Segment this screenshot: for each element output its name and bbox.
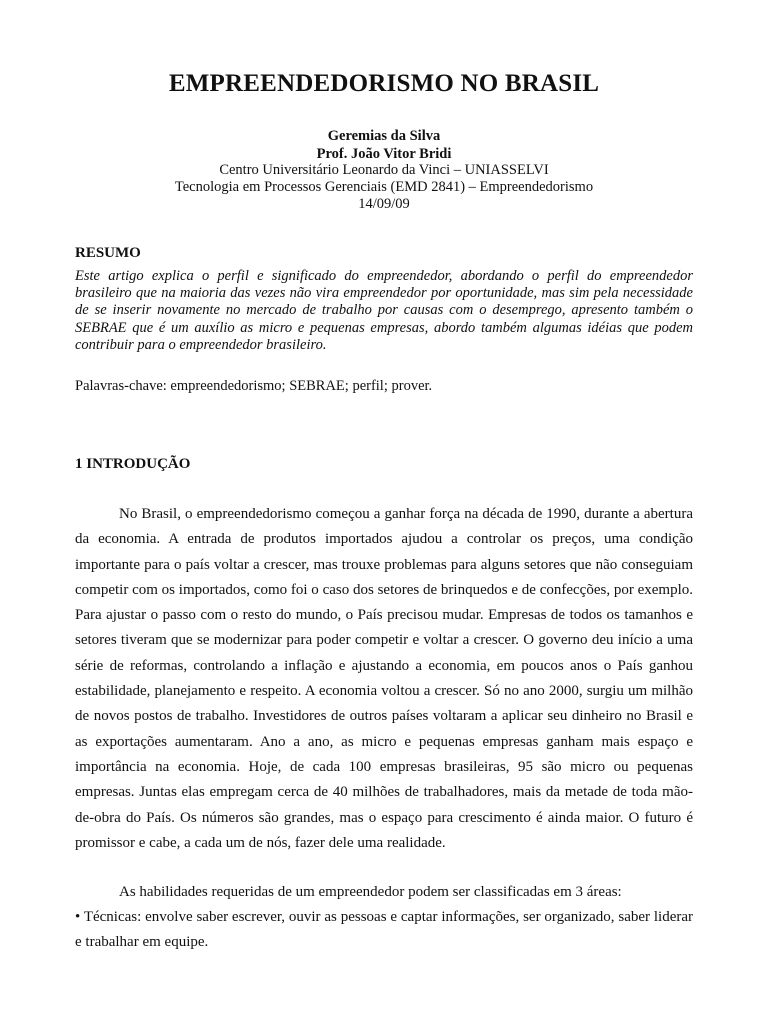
introduction-heading: 1 INTRODUÇÃO — [75, 456, 191, 472]
keywords-line: Palavras-chave: empreendedorismo; SEBRAE; perfil; prover. — [75, 378, 433, 394]
introduction-paragraph-1: No Brasil, o empreendedorismo começou a ganhar força na década de 1990, durante a abertura da economia. A entrada de produtos importados ajudou a controlar os preços, uma condição importante para o país voltar a crescer, mas trouxe problemas para alguns setores que não conseguiam competir com os importados, como foi o caso dos setores de brinquedos e de confecções, por exemplo. Para ajustar o passo com o resto do mundo, o País precisou mudar. Empresas de todos os tamanhos e setores tiveram que se modernizar para poder competir e voltar a crescer. O governo deu início a uma série de reformas, controlando a inflação e ajustando a economia, em poucos anos o País ganhou estabilidade, planejamento e respeito. A economia voltou a crescer. Só no ano 2000, surgiu um milhão de novos postos de trabalho. Investidores de outros países voltaram a aplicar seu dinheiro no Brasil e as exportações aumentaram. Ano a ano, as micro e pequenas empresas ganham mais espaço e importância na economia. Hoje, de cada 100 empresas brasileiras, 95 são micro ou pequenas empresas. Juntas elas empregam cerca de 40 milhões de trabalhadores, mais da metade de toda mão-de-obra do País. Os números são grandes, mas o espaço para crescimento é ainda maior. O futuro é promissor e cabe, a cada um de nós, fazer dele uma realidade. — [75, 506, 693, 851]
document-title: EMPREENDEDORISMO NO BRASIL — [168, 70, 600, 97]
professor-name: Prof. João Vitor Bridi — [316, 146, 452, 162]
abstract-heading: RESUMO — [75, 245, 141, 261]
course-name: Tecnologia em Processos Gerenciais (EMD 2841) – Empreendedorismo — [174, 179, 594, 195]
document-date: 14/09/09 — [358, 196, 410, 212]
introduction-paragraph-2: As habilidades requeridas de um empreendedor podem ser classificadas em 3 áreas: — [119, 884, 622, 900]
institution-name: Centro Universitário Leonardo da Vinci – UNIASSELVI — [219, 162, 549, 178]
abstract-text: Este artigo explica o perfil e significado do empreendedor, abordando o perfil do empreendedor brasileiro que na maioria das vezes não vira empreendedor por oportunidade, mas sim pela necessidade de se inserir novamente no mercado de trabalho por causas com o desemprego, apresento também o SEBRAE que é um auxílio as micro e pequenas empresas, abordo também algumas idéias que podem contribuir para o empreendedor brasileiro. — [75, 268, 693, 353]
author-name: Geremias da Silva — [327, 128, 441, 144]
list-item: • Técnicas: envolve saber escrever, ouvir as pessoas e captar informações, ser organizado, saber liderar e trabalhar em equipe. — [75, 909, 693, 951]
